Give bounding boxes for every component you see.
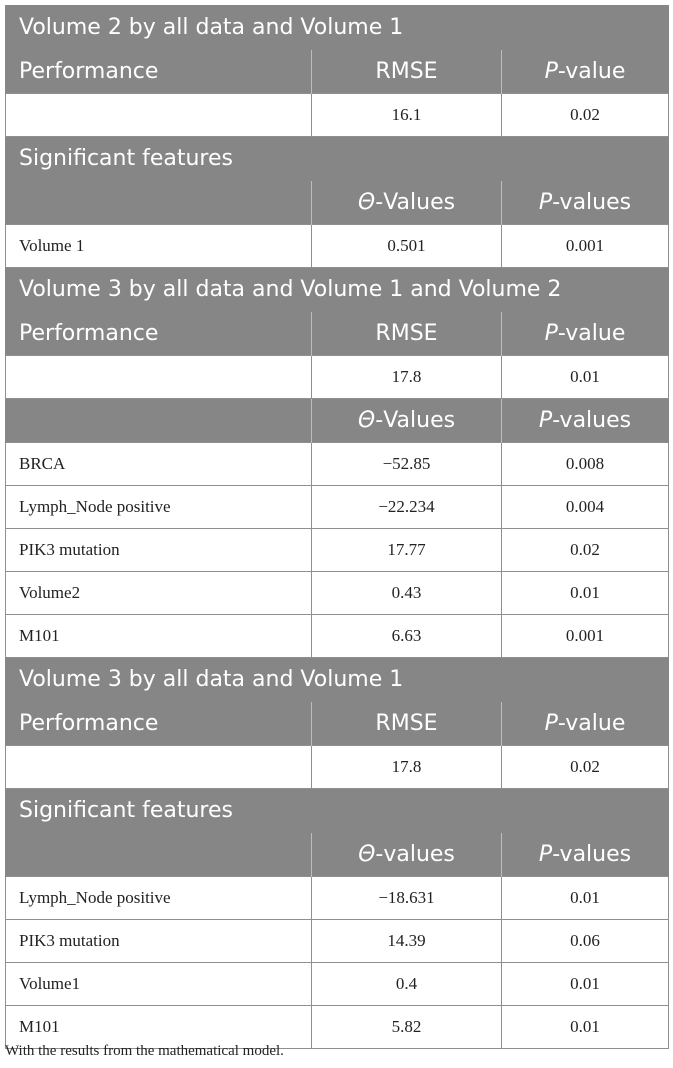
- features-header-row: [6, 833, 669, 877]
- results-table-container: [5, 5, 668, 1049]
- feature-name: M101: [6, 615, 312, 658]
- p-suffix: -values: [552, 842, 632, 867]
- p-value: 0.008: [502, 443, 669, 486]
- performance-label: Performance: [6, 702, 312, 746]
- empty-header-cell: [6, 833, 312, 877]
- p-suffix: -value: [557, 711, 626, 736]
- theta-value: 17.77: [312, 529, 502, 572]
- p-suffix: -value: [557, 59, 626, 84]
- table-row: [6, 529, 669, 572]
- theta-header: [312, 181, 502, 225]
- rmse-value: 17.8: [312, 356, 502, 399]
- table-row: [6, 920, 669, 963]
- theta-header: [312, 399, 502, 443]
- p-italic: P: [544, 321, 558, 346]
- feature-name: Volume2: [6, 572, 312, 615]
- p-italic: P: [538, 842, 553, 867]
- performance-label: Performance: [6, 312, 312, 356]
- theta-header: [312, 833, 502, 877]
- p-value: 0.001: [502, 225, 669, 268]
- rmse-value: 16.1: [312, 94, 502, 137]
- p-values-header: [502, 181, 669, 225]
- performance-header-row: [6, 702, 669, 746]
- performance-values-row: [6, 94, 669, 137]
- p-value: 0.01: [502, 877, 669, 920]
- p-value: 0.02: [502, 529, 669, 572]
- p-value: 0.01: [502, 356, 669, 399]
- table-row: [6, 486, 669, 529]
- feature-name: Lymph_Node positive: [6, 486, 312, 529]
- p-value-header: [502, 50, 669, 94]
- subsection-title-row: [6, 789, 669, 833]
- features-header-row: [6, 399, 669, 443]
- theta-symbol: Θ: [357, 190, 376, 215]
- table-row: [6, 443, 669, 486]
- table-footnote: With the results from the mathematical model.: [5, 1043, 284, 1059]
- section-title: Volume 3 by all data and Volume 1: [6, 658, 669, 702]
- features-header-row: [6, 181, 669, 225]
- p-value: 0.02: [502, 746, 669, 789]
- empty-header-cell: [6, 399, 312, 443]
- table-row: [6, 572, 669, 615]
- theta-value: 0.43: [312, 572, 502, 615]
- p-suffix: -values: [552, 408, 632, 433]
- rmse-header: RMSE: [312, 702, 502, 746]
- p-value: 0.02: [502, 94, 669, 137]
- performance-values-row: [6, 746, 669, 789]
- p-suffix: -values: [552, 190, 632, 215]
- section-title-row: [6, 6, 669, 50]
- p-values-header: [502, 399, 669, 443]
- empty-header-cell: [6, 181, 312, 225]
- empty-cell: [6, 746, 312, 789]
- theta-value: 0.501: [312, 225, 502, 268]
- performance-header-row: [6, 50, 669, 94]
- subsection-title: Significant features: [6, 789, 669, 833]
- performance-label: Performance: [6, 50, 312, 94]
- feature-name: Volume 1: [6, 225, 312, 268]
- theta-suffix: -values: [375, 842, 455, 867]
- theta-suffix: -Values: [375, 190, 456, 215]
- rmse-value: 17.8: [312, 746, 502, 789]
- section-title-row: [6, 268, 669, 312]
- p-value: 0.01: [502, 963, 669, 1006]
- p-italic: P: [538, 190, 553, 215]
- theta-value: −52.85: [312, 443, 502, 486]
- results-table: [5, 5, 669, 1049]
- p-value: 0.06: [502, 920, 669, 963]
- p-value: 0.001: [502, 615, 669, 658]
- subsection-title: Significant features: [6, 137, 669, 181]
- p-suffix: -value: [557, 321, 626, 346]
- p-italic: P: [544, 711, 558, 736]
- rmse-header: RMSE: [312, 312, 502, 356]
- p-value: 0.004: [502, 486, 669, 529]
- theta-value: −18.631: [312, 877, 502, 920]
- theta-value: −22.234: [312, 486, 502, 529]
- p-values-header: [502, 833, 669, 877]
- theta-suffix: -Values: [375, 408, 456, 433]
- feature-name: Volume1: [6, 963, 312, 1006]
- p-value: 0.01: [502, 572, 669, 615]
- section-title-row: [6, 658, 669, 702]
- theta-value: 5.82: [312, 1006, 502, 1049]
- performance-values-row: [6, 356, 669, 399]
- p-italic: P: [544, 59, 558, 84]
- theta-value: 0.4: [312, 963, 502, 1006]
- feature-name: PIK3 mutation: [6, 920, 312, 963]
- feature-name: BRCA: [6, 443, 312, 486]
- theta-value: 6.63: [312, 615, 502, 658]
- table-row: [6, 225, 669, 268]
- p-value-header: [502, 312, 669, 356]
- p-value: 0.01: [502, 1006, 669, 1049]
- p-italic: P: [538, 408, 553, 433]
- table-row: [6, 615, 669, 658]
- feature-name: Lymph_Node positive: [6, 877, 312, 920]
- performance-header-row: [6, 312, 669, 356]
- theta-value: 14.39: [312, 920, 502, 963]
- theta-symbol: Θ: [357, 408, 376, 433]
- empty-cell: [6, 356, 312, 399]
- section-title: Volume 3 by all data and Volume 1 and Volume 2: [6, 268, 669, 312]
- table-row: [6, 963, 669, 1006]
- section-title: Volume 2 by all data and Volume 1: [6, 6, 669, 50]
- empty-cell: [6, 94, 312, 137]
- theta-symbol: Θ: [358, 842, 376, 867]
- feature-name: PIK3 mutation: [6, 529, 312, 572]
- p-value-header: [502, 702, 669, 746]
- table-row: [6, 877, 669, 920]
- rmse-header: RMSE: [312, 50, 502, 94]
- feature-name: M101: [6, 1006, 312, 1049]
- subsection-title-row: [6, 137, 669, 181]
